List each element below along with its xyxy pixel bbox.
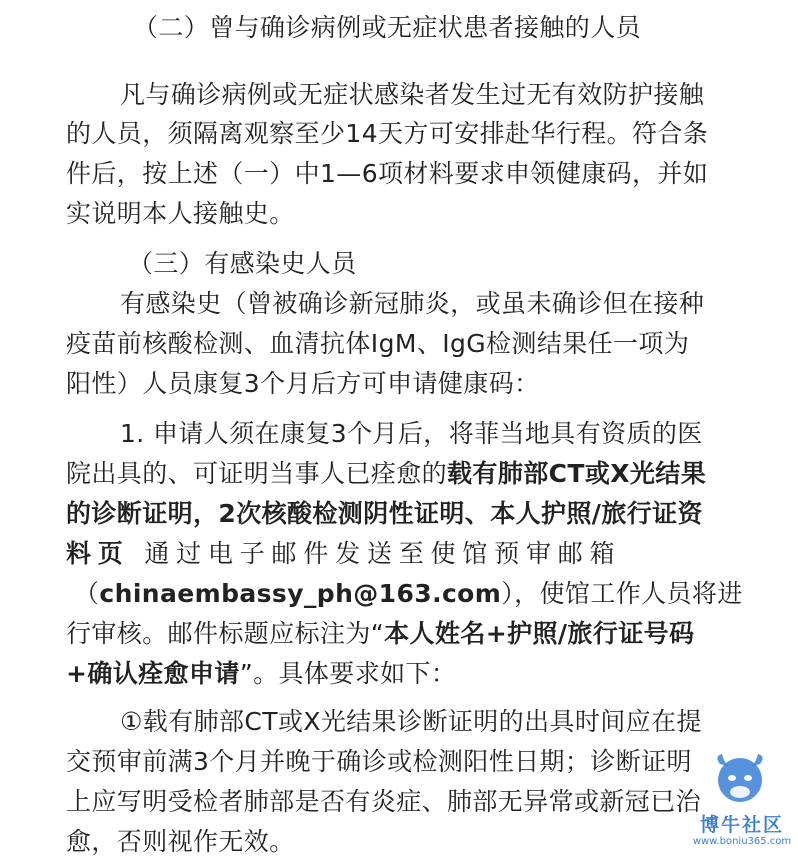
item-1-line-3: 的诊断证明，2次核酸检测阴性证明、本人护照/旅行证资 [66, 499, 703, 528]
watermark [688, 752, 796, 854]
item-1-line-2-normal: 院出具的、可证明当事人已痊愈的 [66, 459, 448, 488]
item-1-line-6-normal: 行审核。邮件标题应标注为“ [66, 619, 385, 648]
bull-head-icon [712, 752, 768, 814]
section-3-line-3: 阳性）人员康复3个月后方可申请健康码： [66, 369, 540, 398]
embassy-email: chinaembassy_ph@163.com [99, 579, 502, 608]
sub-item-1-line-1: ①载有肺部CT或X光结果诊断证明的出具时间应在提 [120, 707, 702, 736]
item-1-line-7-normal: ”。具体要求如下： [239, 659, 457, 688]
item-1-line-5-prefix: （ [74, 579, 100, 608]
item-1-line-7 [66, 658, 798, 690]
item-1-line-1: 1. 申请人须在康复3个月后，将菲当地具有资质的医 [120, 419, 703, 448]
item-1-line-6 [66, 618, 798, 650]
section-2-line-4: 实说明本人接触史。 [66, 199, 295, 228]
item-1-line-4 [66, 538, 798, 570]
item-1-line-2 [66, 458, 798, 490]
item-1-line-6-bold: 本人姓名+护照/旅行证号码 [384, 619, 695, 648]
item-1-line-2-bold: 载有肺部CT或X光结果 [447, 459, 707, 488]
sub-item-1-line-2: 交预审前满3个月并晚于确诊或检测阳性日期；诊断证明 [66, 747, 692, 776]
sub-item-1-line-4: 愈，否则视作无效。 [66, 827, 295, 856]
item-1-line-5 [74, 578, 798, 610]
item-1-line-4-bold: 料页 [66, 539, 130, 568]
section-2-heading: （二）曾与确诊病例或无症状患者接触的人员 [133, 13, 642, 42]
section-2-line-2: 的人员，须隔离观察至少14天方可安排赴华行程。符合条 [66, 119, 709, 148]
item-1-line-5-suffix: ），使馆工作人员将进 [501, 579, 743, 608]
section-2-line-1: 凡与确诊病例或无症状感染者发生过无有效防护接触 [120, 80, 705, 109]
sub-item-1-line-3: 上应写明受检者肺部是否有炎症、肺部无异常或新冠已治 [66, 787, 702, 816]
section-3-line-1: 有感染史（曾被确诊新冠肺炎，或虽未确诊但在接种 [120, 289, 705, 318]
watermark-url: www.boniu365.com [692, 836, 792, 847]
item-1-line-4-normal: 通过电子邮件发送至使馆预审邮箱 [144, 539, 622, 568]
section-2-line-3: 件后，按上述（一）中1—6项材料要求申领健康码，并如 [66, 159, 709, 188]
section-3-line-2: 疫苗前核酸检测、血清抗体IgM、IgG检测结果任一项为 [66, 329, 690, 358]
watermark-brand-text: 博牛社区 [699, 814, 784, 836]
section-3-heading: （三）有感染史人员 [128, 249, 357, 278]
item-1-line-7-bold: +确认痊愈申请 [66, 659, 240, 688]
